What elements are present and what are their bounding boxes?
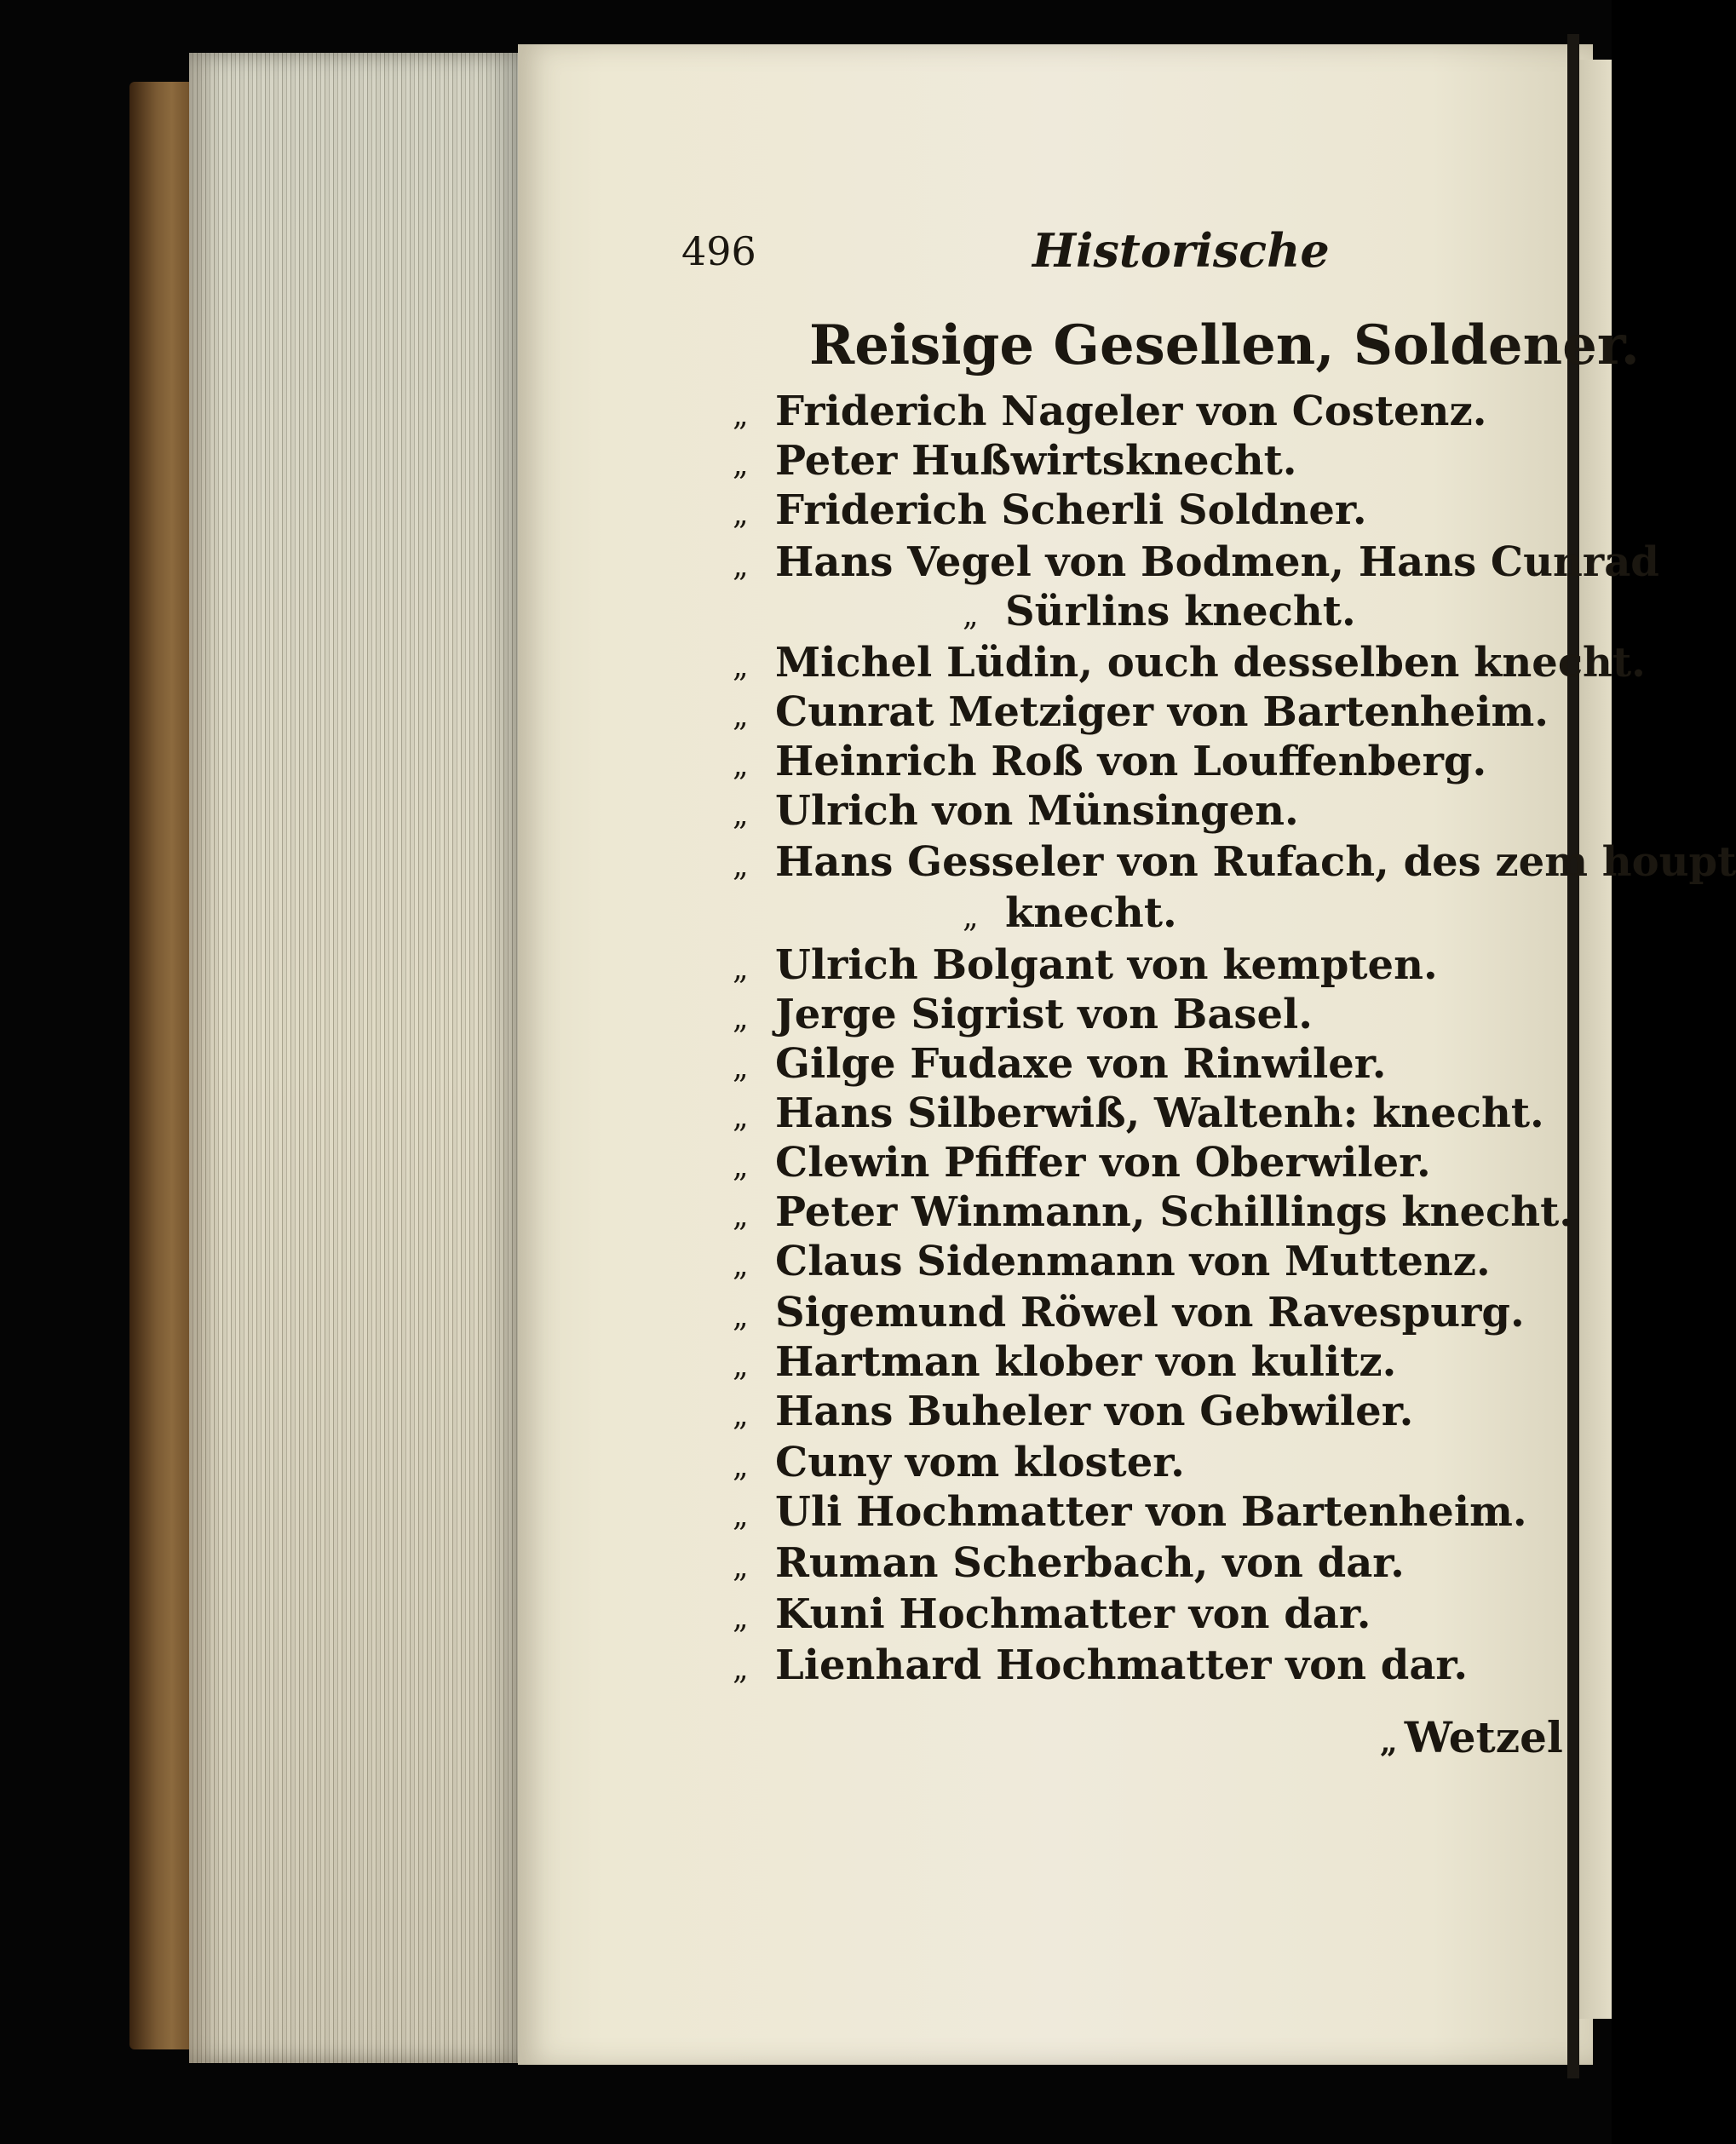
entry-text: Peter Winmann, Schillings knecht. [775, 1188, 1573, 1236]
ditto-mark: „ [733, 497, 749, 532]
entry-text: Uli Hochmatter von Bartenheim. [775, 1488, 1527, 1536]
ditto-mark: „ [733, 848, 749, 883]
entry-text: Hartman klober von kulitz. [775, 1338, 1397, 1386]
entry-line [733, 437, 1297, 486]
ditto-mark: „ [733, 1601, 749, 1635]
entry-text: Cunrat Metziger von Bartenheim. [775, 688, 1549, 736]
entry-line [733, 1590, 1371, 1640]
entry-text: Ulrich Bolgant von kempten. [775, 941, 1438, 989]
entry-line [733, 388, 1486, 437]
entry-text: Friderich Scherli Soldner. [775, 486, 1367, 534]
ditto-mark: „ [1380, 1724, 1398, 1760]
ditto-mark: „ [733, 1498, 749, 1533]
entry-line [733, 1388, 1413, 1437]
entry-line [733, 991, 1313, 1040]
ditto-mark: „ [733, 447, 749, 482]
ditto-mark: „ [733, 797, 749, 832]
running-head: Historische [1032, 223, 1330, 278]
entry-line [733, 1089, 1544, 1139]
entry-continuation [963, 889, 1177, 939]
ditto-mark: „ [733, 1050, 749, 1085]
ditto-mark: „ [733, 1398, 749, 1433]
entry-line [733, 486, 1367, 536]
entry-line [733, 1439, 1185, 1488]
ditto-mark: „ [733, 1149, 749, 1184]
entry-text: Ruman Scherbach, von dar. [775, 1539, 1405, 1587]
entry-text: Gilge Fudaxe von Rinwiler. [775, 1040, 1387, 1088]
ditto-mark: „ [733, 1299, 749, 1334]
entry-continuation [963, 588, 1356, 637]
ditto-mark: „ [733, 748, 749, 783]
ditto-mark: „ [733, 1652, 749, 1687]
ditto-mark: „ [963, 598, 979, 633]
entry-text: Claus Sidenmann von Muttenz. [775, 1238, 1491, 1285]
ditto-mark: „ [733, 1001, 749, 1036]
catchword [1380, 1712, 1563, 1762]
ditto-mark: „ [733, 1248, 749, 1283]
entry-line [733, 941, 1438, 991]
entry-text: Peter Hußwirtsknecht. [775, 437, 1297, 485]
ditto-mark: „ [733, 1348, 749, 1383]
page-edges-shading [189, 53, 521, 2063]
entry-line [733, 1539, 1405, 1589]
entry-text: Lienhard Hochmatter von dar. [775, 1641, 1469, 1689]
entry-text: Michel Lüdin, ouch desselben knecht. [775, 639, 1646, 687]
entry-text: Hans Gesseler von Rufach, des zem houpt [775, 838, 1736, 886]
entry-text: Sigemund Röwel von Ravespurg. [775, 1289, 1525, 1336]
entry-line [733, 1289, 1525, 1338]
entry-text: Clewin Pfiffer von Oberwiler. [775, 1139, 1431, 1187]
entry-line [733, 1040, 1386, 1089]
entry-line [733, 1238, 1491, 1287]
entry-text: Hans Vegel von Bodmen, Hans Cunrad [775, 538, 1659, 586]
catchword-text: Wetzel [1404, 1712, 1563, 1762]
ditto-mark: „ [733, 1198, 749, 1233]
entry-text: knecht. [1005, 889, 1177, 937]
entry-text: Hans Buheler von Gebwiler. [775, 1388, 1414, 1435]
entry-line [733, 639, 1646, 688]
entry-line [733, 538, 1659, 588]
entry-text: Hans Silberwiß, Waltenh: knecht. [775, 1089, 1544, 1137]
entry-text: Cuny vom kloster. [775, 1439, 1185, 1486]
ditto-mark: „ [733, 1549, 749, 1584]
entry-line [733, 787, 1299, 836]
entry-line [733, 1338, 1396, 1388]
entry-text: Sürlins knecht. [1005, 588, 1356, 635]
entry-line [733, 1641, 1468, 1691]
entry-text: Kuni Hochmatter von dar. [775, 1590, 1371, 1638]
page-number: 496 [681, 228, 756, 274]
section-heading: Reisige Gesellen, Soldener. [809, 313, 1640, 377]
ditto-mark: „ [733, 649, 749, 684]
entry-line [733, 688, 1549, 738]
entry-text: Ulrich von Münsingen. [775, 787, 1299, 835]
ditto-mark: „ [733, 951, 749, 986]
entry-line [733, 1488, 1527, 1538]
entry-line [733, 1188, 1573, 1238]
entry-text: Jerge Sigrist von Basel. [775, 991, 1313, 1038]
entry-line [733, 838, 1736, 888]
ditto-mark: „ [733, 1100, 749, 1135]
entry-text: Friderich Nageler von Costenz. [775, 388, 1487, 435]
ditto-mark: „ [733, 698, 749, 733]
entry-text: Heinrich Roß von Louffenberg. [775, 738, 1487, 785]
entry-line [733, 1139, 1431, 1188]
ditto-mark: „ [733, 549, 749, 583]
ditto-mark: „ [733, 398, 749, 433]
ditto-mark: „ [733, 1449, 749, 1484]
entry-line [733, 738, 1486, 787]
ditto-mark: „ [963, 900, 979, 934]
